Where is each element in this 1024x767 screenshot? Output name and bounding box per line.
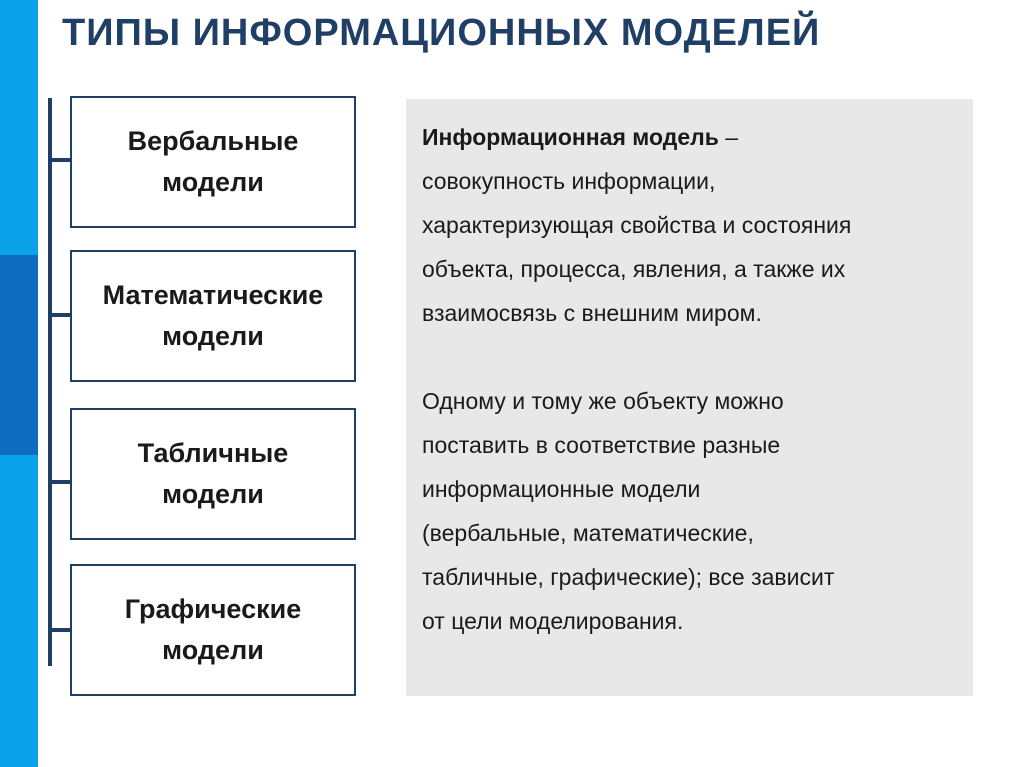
model-box-table (70, 408, 356, 540)
model-math-line2: модели (162, 321, 264, 351)
paragraph2-line-5: от цели моделирования. (422, 608, 684, 634)
model-verbal-line2: модели (162, 167, 264, 197)
model-verbal-line1: Вербальные (127, 126, 299, 156)
model-table-line1: Табличные (137, 438, 289, 468)
definition-line-3: объекта, процесса, явления, а также их (422, 256, 846, 282)
paragraph2-line-2: информационные модели (422, 476, 701, 502)
tree-vertical-line (48, 98, 52, 666)
model-graphic-line1: Графические (124, 594, 302, 624)
definition-line-4: взаимосвязь с внешним миром. (422, 300, 762, 326)
paragraph2-line-3: (вербальные, математические, (422, 520, 754, 546)
model-box-verbal (70, 96, 356, 228)
model-box-graphic (70, 564, 356, 696)
paragraph2-line-1: поставить в соответствие разные (422, 432, 781, 458)
slide-title: ТИПЫ ИНФОРМАЦИОННЫХ МОДЕЛЕЙ (62, 12, 821, 54)
model-box-math (70, 250, 356, 382)
model-math-line1: Математические (102, 280, 324, 310)
left-accent-bar-highlight (0, 255, 38, 455)
paragraph2-line-0: Одному и тому же объекту можно (422, 388, 784, 414)
tree-connector-graphic (48, 628, 70, 632)
definition-line-1: совокупность информации, (422, 168, 716, 194)
info-term: Информационная модель (422, 124, 719, 150)
tree-connector-math (48, 313, 70, 317)
definition-line-2: характеризующая свойства и состояния (422, 212, 852, 238)
info-text (422, 115, 962, 643)
paragraph2-line-4: табличные, графические); все зависит (422, 564, 835, 590)
paragraph-gap (422, 335, 962, 379)
model-table-line2: модели (162, 479, 264, 509)
tree-connector-verbal (48, 158, 70, 162)
definition-dash: – (718, 124, 739, 150)
model-graphic-line2: модели (162, 635, 264, 665)
tree-connector-table (48, 480, 70, 484)
definition-line-0 (422, 115, 962, 159)
